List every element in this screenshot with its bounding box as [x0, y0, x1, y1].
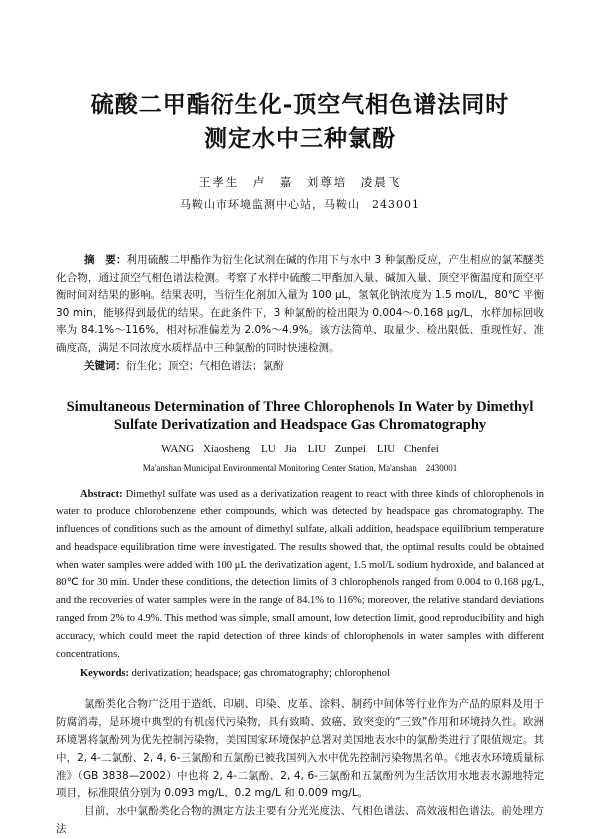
- english-affiliation: Ma'anshan Municipal Environmental Monitoring Center Station, Ma'anshan 2430001: [142, 462, 458, 473]
- english-abstract-label: Abstract:: [80, 488, 123, 500]
- chinese-authors: 王孝生 卢 嘉 刘尊培 凌晨飞: [198, 175, 402, 189]
- english-abstract: [56, 486, 544, 664]
- chinese-title-line-1: 硫酸二甲酯衍生化-顶空气相色谱法同时: [90, 91, 510, 118]
- chinese-abstract-label: 摘 要：: [84, 254, 127, 266]
- english-keywords-label: Keywords:: [80, 668, 129, 680]
- chinese-keywords-text: 衍生化；顶空；气相色谱法；氯酚: [126, 360, 284, 372]
- english-title-line-1: Simultaneous Determination of Three Chlorophenols In Water by Dimethyl: [66, 398, 534, 415]
- english-keywords: [56, 665, 544, 682]
- chinese-title-line-2: 测定水中三种氯酚: [204, 125, 396, 152]
- chinese-abstract: [56, 252, 544, 357]
- body-paragraph-1: 氯酚类化合物广泛用于造纸、印刷、印染、皮革、涂料、制药中间体等行业作为产品的原料及用于防腐消毒，是环境中典型的有机卤代污染物，具有致畸、致癌、致突变的“三致”作用和环境持久性。欧洲环境署将氯酚列为优先控制污染物，美国国家环境保护总署对美国地表水中的氯酚类进行了限值规定。其中，2, 4-二氯酚、2, 4, 6-三氯酚和五氯酚已被我国列入水中优先控制污染物黑名单。《地表水环境质量标准》（GB 3838—2002）中也将 2, 4-二氯酚、2, 4, 6-三氯酚和五氯酚列为生活饮用水地表水源地特定项目，标准限值分别为 0.093 mg/L、0.2 mg/L 和 0.009 mg/L。: [56, 698, 544, 800]
- english-title-line-2: Sulfate Derivatization and Headspace Gas Chromatography: [113, 416, 487, 433]
- chinese-keywords-label: 关键词：: [84, 360, 126, 372]
- chinese-keywords: [56, 358, 544, 376]
- chinese-abstract-text: 利用硫酸二甲酯作为衍生化试剂在碱的作用下与水中 3 种氯酚反应，产生相应的氯苯醚类化合物，通过顶空气相色谱法检测。考察了水样中硫酸二甲酯加入量、碱加入量、顶空平衡温度和顶空平衡时间对结果的影响。结果表明，当衍生化剂加入量为 100 μL，氢氧化钠浓度为 1.5 mol/L，80℃ 平衡 30 min，能够得到最优的结果。在此条件下，3 种氯酚的检出限为 0.004～0.168 μg/L，水样加标回收率为 84.1%～116%，相对标准偏差为 2.0%～4.9%。该方法简单、取量少、检出限低、重现性好、准确度高，满足不同浓度水质样品中三种氯酚的同时快速检测。: [56, 254, 545, 354]
- chinese-affiliation: 马鞍山市环境监测中心站，马鞍山 243001: [180, 198, 420, 211]
- english-title: [56, 398, 544, 434]
- body-text: [56, 696, 544, 838]
- english-authors: WANG Xiaosheng LU Jia LIU Zunpei LIU Chenfei: [161, 442, 439, 455]
- english-abstract-text: Dimethyl sulfate was used as a derivatization reagent to react with three kinds of chlorophenols in water to produce chlorobenzene ether compounds, which was detected by headspace gas chromatography. The influences of conditions such as the amount of dimethyl sulfate, alkali addition, headspace equilibrium temperature and headspace equilibration time were investigated. The results showed that, the optimal results could be obtained when water samples were added with 100 μL the derivatization agent, 1.5 mol/L sodium hydroxide, and balanced at 80℃ for 30 min. Under these conditions, the detection limits of 3 chlorophenols ranged from 0.004 to 0.168 μg/L, and the recoveries of water samples were in the range of 84.1% to 116%; moreover, the relative standard deviations ranged from 2% to 4.9%. This method was simple, small amount, low detection limit, good reproducibility and high accuracy, which could meet the rapid detection of three kinds of chlorophenols in water samples with different concentrations.: [56, 488, 545, 660]
- body-paragraph-2: 目前，水中氯酚类化合物的测定方法主要有分光光度法、气相色谱法、高效液相色谱法。前处理方法: [56, 805, 544, 836]
- chinese-title: [56, 88, 544, 156]
- english-keywords-text: derivatization; headspace; gas chromatography; chlorophenol: [131, 668, 390, 680]
